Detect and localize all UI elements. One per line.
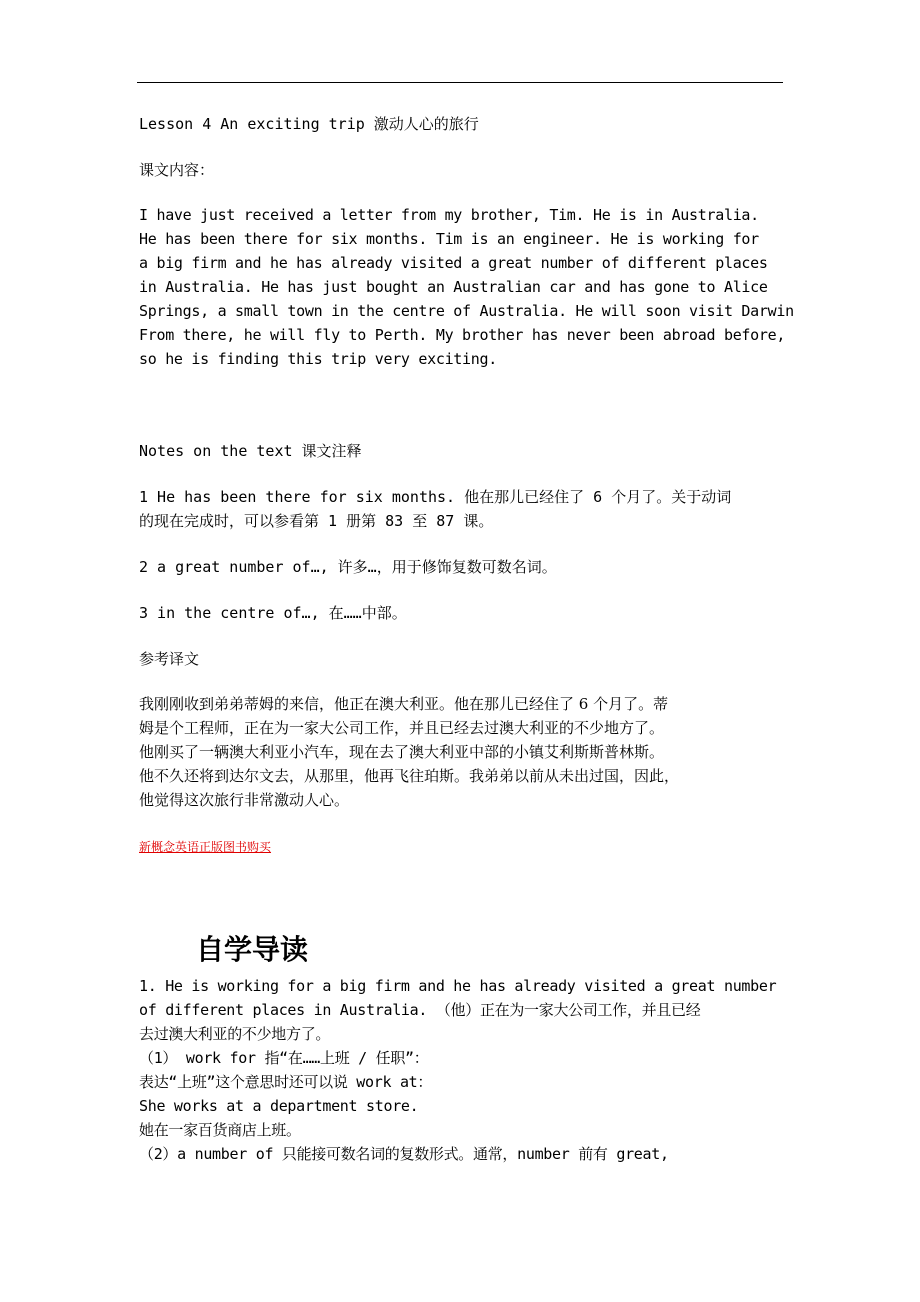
text-heading-label: 课文内容： <box>139 161 215 179</box>
note-line: 2 a great number of…, 许多…，用于修饰复数可数名词。 <box>139 558 557 576</box>
translation-line: 我刚刚收到弟弟蒂姆的来信，他正在澳大利亚。他在那儿已经住了 6 个月了。蒂 <box>139 695 669 713</box>
text-line: in Australia. He has just bought an Australian car and has gone to Alice <box>139 278 768 296</box>
text-line: a big firm and he has already visited a great number of different places <box>139 254 768 272</box>
note-3 <box>139 601 407 625</box>
guide-text <box>139 974 776 1166</box>
translation-line: 姆是个工程师，正在为一家大公司工作，并且已经去过澳大利亚的不少地方了。 <box>139 719 665 737</box>
translation-line: 他觉得这次旅行非常激动人心。 <box>139 791 350 809</box>
lesson-text <box>139 203 794 371</box>
text-line: Springs, a small town in the centre of Australia. He will soon visit Darwin <box>139 302 794 320</box>
guide-line: （1） work for 指“在……上班 / 任职”： <box>139 1049 429 1067</box>
translation-line: 他不久还将到达尔文去，从那里，他再飞往珀斯。我弟弟以前从未出过国，因此， <box>139 767 680 785</box>
guide-line: She works at a department store. <box>139 1097 419 1115</box>
guide-line: （2）a number of 只能接可数名词的复数形式。通常，number 前有 great, <box>139 1145 669 1163</box>
header-rule <box>137 82 783 83</box>
purchase-link[interactable]: 新概念英语正版图书购买 <box>139 840 272 854</box>
guide-line: 她在一家百货商店上班。 <box>139 1121 301 1139</box>
guide-line: of different places in Australia. （他）正在为一家大公司工作，并且已经 <box>139 1001 701 1019</box>
text-line: He has been there for six months. Tim is an engineer. He is working for <box>139 230 759 248</box>
notes-heading <box>139 439 362 463</box>
lesson-title-text: Lesson 4 An exciting trip 激动人心的旅行 <box>139 115 479 133</box>
guide-heading: 自学导读 <box>196 933 309 966</box>
guide-line: 表达“上班”这个意思时还可以说 work at： <box>139 1073 433 1091</box>
note-line: 1 He has been there for six months. 他在那儿已经住了 6 个月了。关于动词 <box>139 488 732 506</box>
note-2 <box>139 555 557 579</box>
text-line: so he is finding this trip very exciting. <box>139 350 497 368</box>
translation-text <box>139 692 679 812</box>
guide-line: 1. He is working for a big firm and he has already visited a great number <box>139 977 777 995</box>
note-1 <box>139 485 731 533</box>
notes-heading-label: Notes on the text 课文注释 <box>139 442 362 460</box>
translation-line: 他刚买了一辆澳大利亚小汽车，现在去了澳大利亚中部的小镇艾利斯斯普林斯。 <box>139 743 665 761</box>
guide-line: 去过澳大利亚的不少地方了。 <box>139 1025 331 1043</box>
translation-heading <box>139 647 199 671</box>
text-line: From there, he will fly to Perth. My brother has never been abroad before, <box>139 326 786 344</box>
note-line: 3 in the centre of…, 在……中部。 <box>139 604 407 622</box>
lesson-title <box>139 112 479 136</box>
note-line: 的现在完成时，可以参看第 1 册第 83 至 87 课。 <box>139 512 494 530</box>
text-line: I have just received a letter from my brother, Tim. He is in Australia. <box>139 206 759 224</box>
translation-heading-label: 参考译文 <box>139 650 200 668</box>
text-heading <box>139 158 214 182</box>
